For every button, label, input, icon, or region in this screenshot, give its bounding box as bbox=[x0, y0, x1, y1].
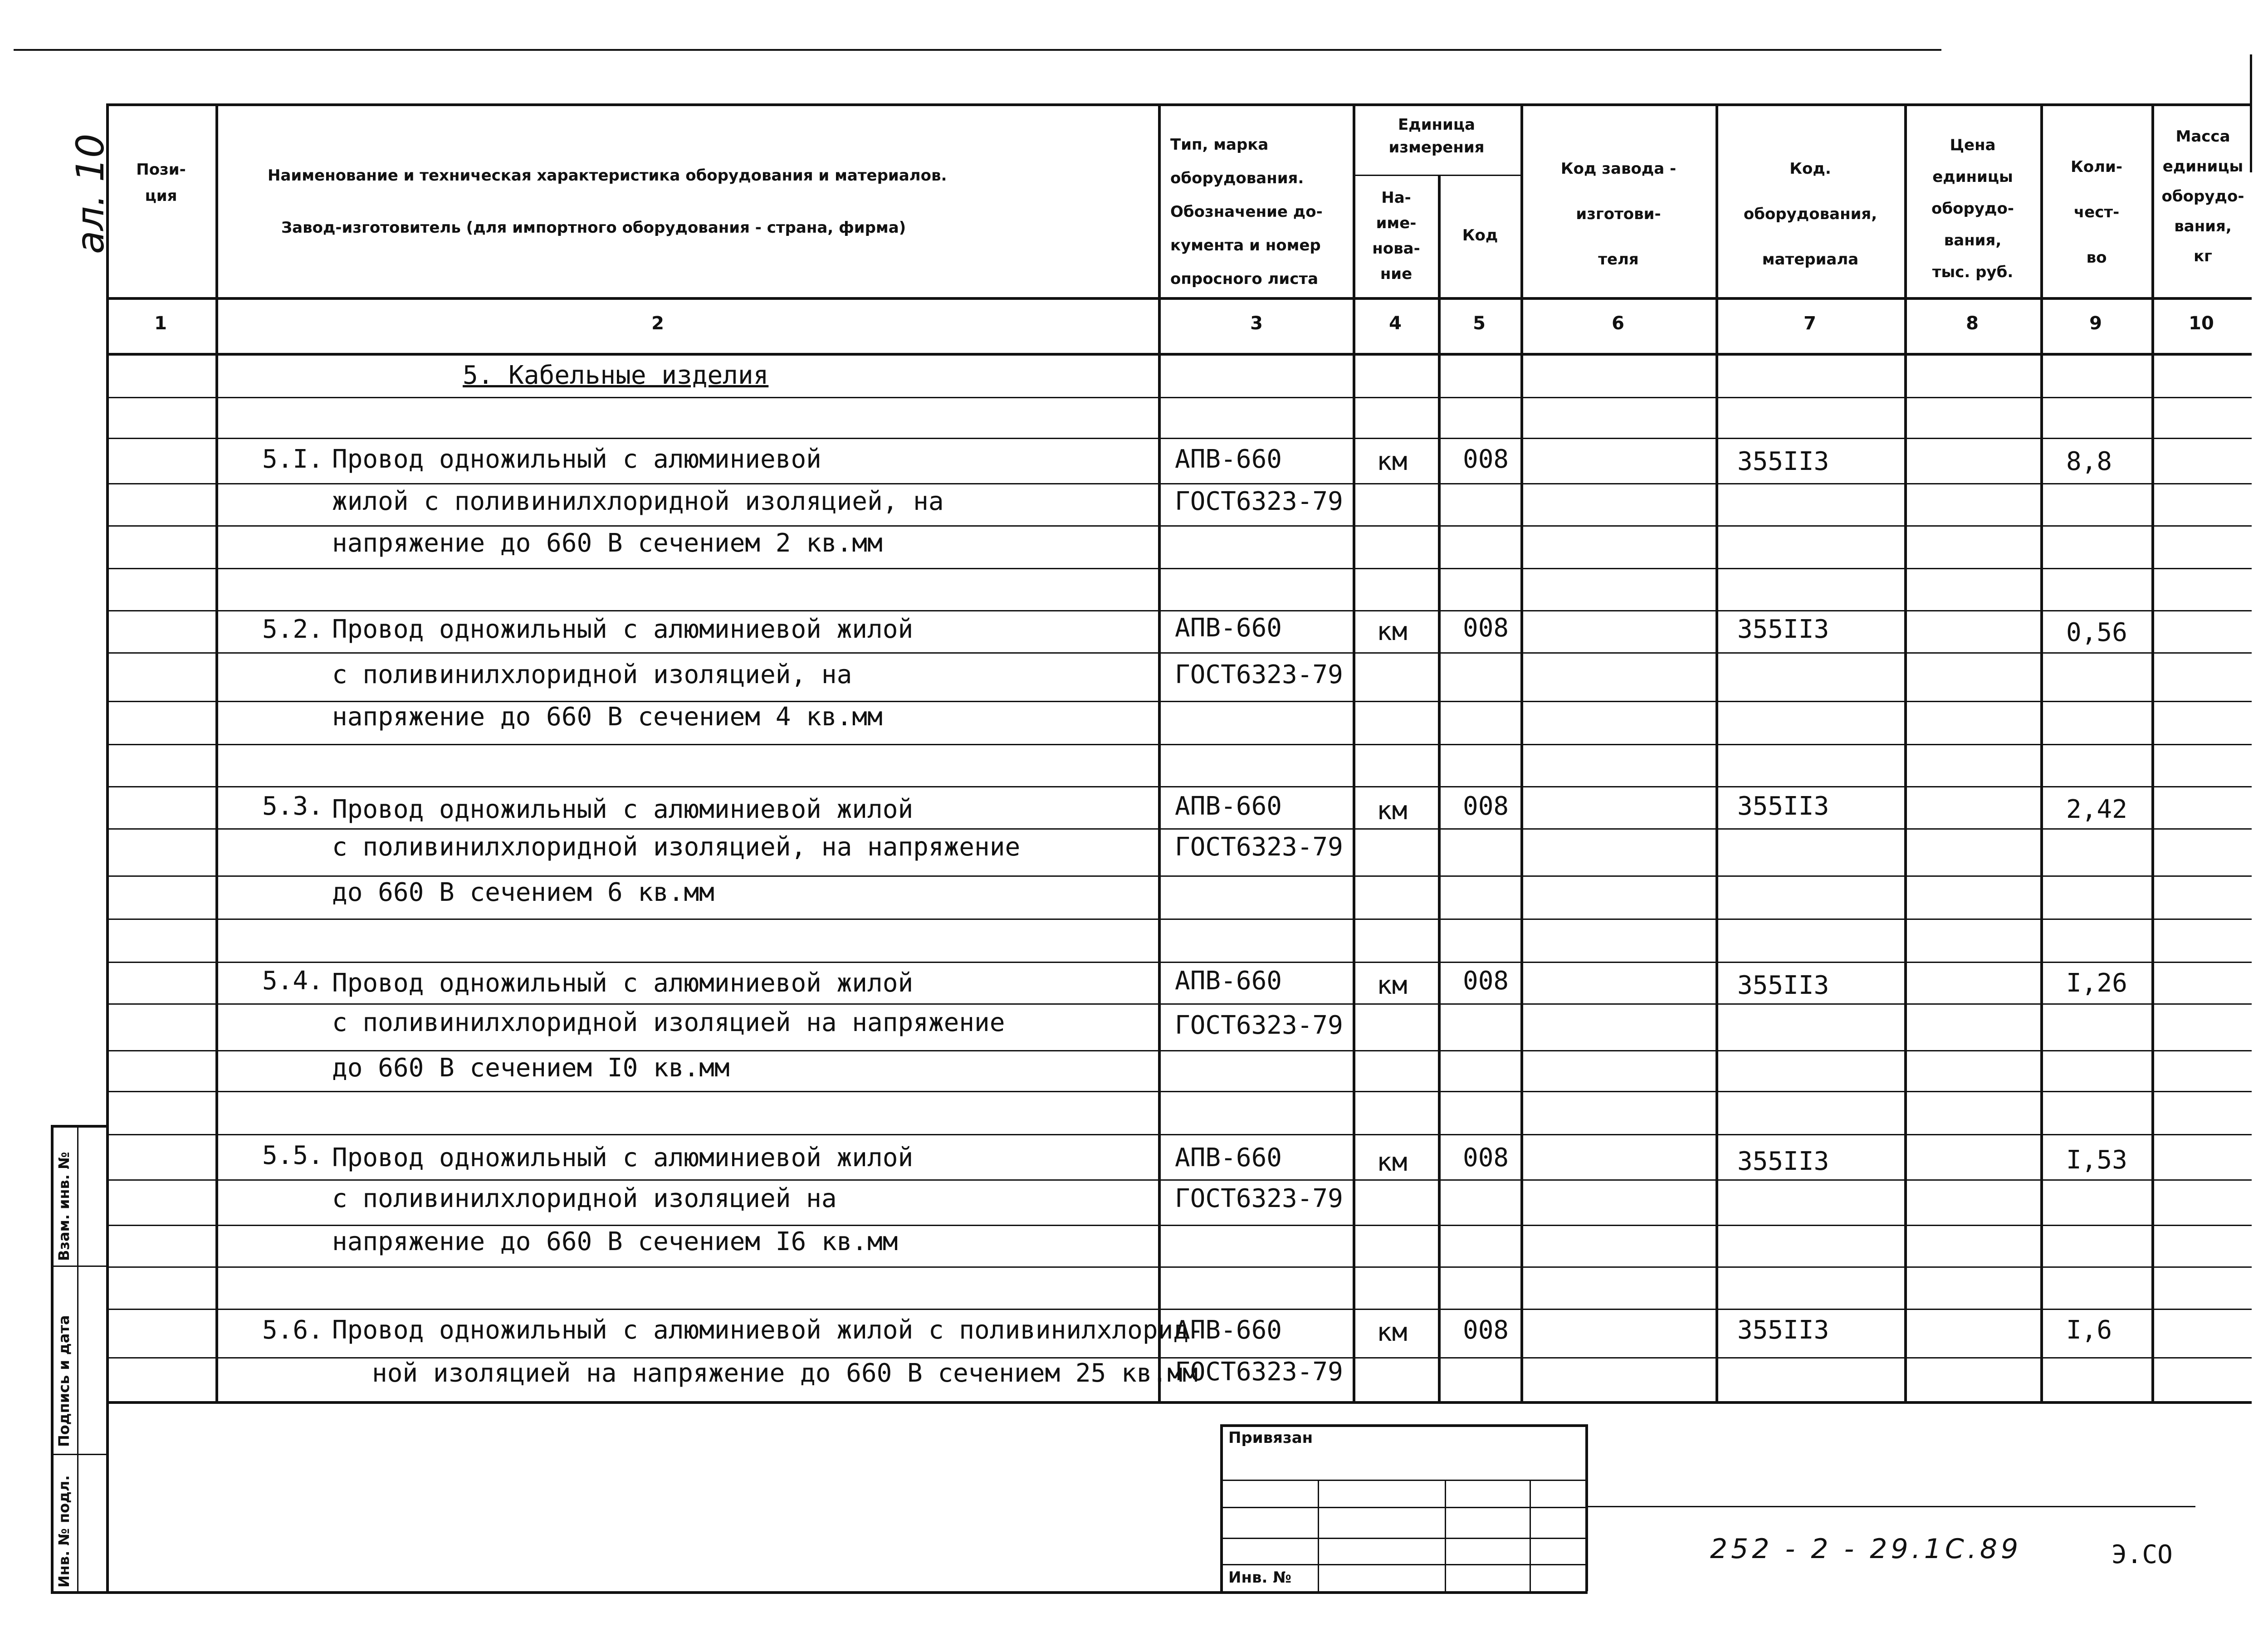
item-unit: км bbox=[1377, 1148, 1408, 1177]
item-quantity: 0,56 bbox=[2066, 618, 2127, 647]
item-type: АПВ-660 bbox=[1175, 1315, 1282, 1345]
item-position: 5.3. bbox=[262, 792, 323, 821]
item-description-line: с поливинилхлоридной изоляцией, на bbox=[332, 660, 852, 689]
item-code: 008 bbox=[1463, 613, 1509, 643]
header-col9: Коли- чест- во bbox=[2071, 158, 2122, 267]
column-number: 8 bbox=[1966, 313, 1979, 334]
item-document: ГОСТ6323-79 bbox=[1175, 1184, 1343, 1213]
item-description-line: жилой с поливинилхлоридной изоляцией, на bbox=[332, 487, 944, 516]
column-number: 3 bbox=[1250, 313, 1263, 334]
item-description-line: до 660 В сечением 6 кв.мм bbox=[332, 878, 714, 907]
item-description-line: до 660 В сечением I0 кв.мм bbox=[332, 1053, 730, 1083]
sheet-code: Э.СО bbox=[2112, 1540, 2173, 1569]
column-number: 2 bbox=[651, 313, 664, 334]
item-code: 008 bbox=[1463, 966, 1509, 996]
column-number: 4 bbox=[1389, 313, 1402, 334]
header-col3: Тип, марка оборудования. Обозначение до- кумента и номер опросного листа bbox=[1170, 136, 1323, 288]
item-quantity: 8,8 bbox=[2066, 447, 2112, 476]
item-document: ГОСТ6323-79 bbox=[1175, 832, 1343, 862]
item-description-line: Провод одножильный с алюминиевой жилой bbox=[332, 615, 914, 644]
item-position: 5.2. bbox=[262, 615, 323, 644]
document-number: 252 - 2 - 29.1C.89 bbox=[1710, 1533, 2022, 1565]
item-quantity: I,6 bbox=[2066, 1315, 2112, 1345]
item-type: АПВ-660 bbox=[1175, 966, 1282, 996]
item-code: 008 bbox=[1463, 792, 1509, 821]
item-position: 5.6. bbox=[262, 1315, 323, 1345]
item-material-code: 355II3 bbox=[1737, 792, 1829, 821]
item-description-line: с поливинилхлоридной изоляцией, на напряжение bbox=[332, 832, 1021, 862]
item-description-line: Провод одножильный с алюминиевой жилой bbox=[332, 1143, 914, 1173]
item-document: ГОСТ6323-79 bbox=[1175, 660, 1343, 689]
item-position: 5.I. bbox=[262, 445, 323, 474]
item-description-line: напряжение до 660 В сечением 2 кв.мм bbox=[332, 528, 883, 558]
item-description-line: с поливинилхлоридной изоляцией на bbox=[332, 1184, 837, 1213]
item-type: АПВ-660 bbox=[1175, 445, 1282, 474]
stamp-bound-label: Привязан bbox=[1228, 1429, 1313, 1447]
column-number: 7 bbox=[1804, 313, 1816, 334]
side-stamp-replacement-inv: Взам. инв. № bbox=[55, 1152, 73, 1261]
item-material-code: 355II3 bbox=[1737, 615, 1829, 644]
item-type: АПВ-660 bbox=[1175, 1143, 1282, 1173]
top-scan-line bbox=[14, 49, 1941, 51]
header-col2: Наименование и техническая характеристика оборудования и материалов. Завод-изготовитель (для импортного оборудования - страна, фирма) bbox=[268, 166, 947, 237]
column-number: 6 bbox=[1612, 313, 1624, 334]
header-col7: Код. оборудования, материала bbox=[1743, 160, 1877, 269]
item-document: ГОСТ6323-79 bbox=[1175, 1011, 1343, 1040]
item-unit: км bbox=[1377, 1318, 1408, 1347]
sheet-annotation: ал. 10 bbox=[68, 133, 112, 254]
item-quantity: I,26 bbox=[2066, 968, 2127, 998]
header-col1: Пози- ция bbox=[136, 161, 186, 205]
item-type: АПВ-660 bbox=[1175, 792, 1282, 821]
item-document: ГОСТ6323-79 bbox=[1175, 1357, 1343, 1387]
column-number: 5 bbox=[1473, 313, 1486, 334]
header-col4: На- име- нова- ние bbox=[1372, 189, 1420, 283]
side-stamp-original-inv: Инв. № подл. bbox=[55, 1475, 73, 1588]
stamp-inv-label: Инв. № bbox=[1228, 1569, 1292, 1587]
item-document: ГОСТ6323-79 bbox=[1175, 487, 1343, 516]
item-material-code: 355II3 bbox=[1737, 971, 1829, 1000]
item-position: 5.5. bbox=[262, 1141, 323, 1170]
column-number: 10 bbox=[2189, 313, 2214, 334]
item-unit: км bbox=[1377, 447, 1408, 476]
item-description-line: с поливинилхлоридной изоляцией на напряжение bbox=[332, 1008, 1005, 1037]
header-col10: Масса единицы оборудо- вания, кг bbox=[2161, 127, 2244, 265]
item-unit: км bbox=[1377, 617, 1408, 646]
column-number: 9 bbox=[2089, 313, 2102, 334]
header-unit-group: Единица измерения bbox=[1388, 116, 1485, 156]
header-col6: Код завода - изготови- теля bbox=[1560, 160, 1677, 269]
header-col8: Цена единицы оборудо- вания, тыс. руб. bbox=[1931, 136, 2014, 281]
item-description-line: Провод одножильный с алюминиевой жилой bbox=[332, 968, 914, 998]
item-position: 5.4. bbox=[262, 966, 323, 996]
item-description-line: ной изоляцией на напряжение до 660 В сечением 25 кв.мм bbox=[372, 1358, 1198, 1388]
item-material-code: 355II3 bbox=[1737, 447, 1829, 476]
item-description-line: Провод одножильный с алюминиевой жилой bbox=[332, 795, 914, 824]
item-code: 008 bbox=[1463, 1315, 1509, 1345]
item-code: 008 bbox=[1463, 445, 1509, 474]
section-title: 5. Кабельные изделия bbox=[463, 361, 769, 390]
header-col5: Код bbox=[1462, 226, 1498, 244]
item-code: 008 bbox=[1463, 1143, 1509, 1173]
item-material-code: 355II3 bbox=[1737, 1315, 1829, 1345]
item-quantity: I,53 bbox=[2066, 1145, 2127, 1175]
item-description-line: Провод одножильный с алюминиевой bbox=[332, 445, 821, 474]
item-quantity: 2,42 bbox=[2066, 795, 2127, 824]
item-description-line: напряжение до 660 В сечением I6 кв.мм bbox=[332, 1227, 898, 1256]
item-material-code: 355II3 bbox=[1737, 1147, 1829, 1176]
item-unit: км bbox=[1377, 796, 1408, 826]
item-unit: км bbox=[1377, 971, 1408, 1000]
item-description-line: напряжение до 660 В сечением 4 кв.мм bbox=[332, 702, 883, 732]
column-number: 1 bbox=[154, 313, 167, 334]
item-type: АПВ-660 bbox=[1175, 613, 1282, 643]
item-description-line: Провод одножильный с алюминиевой жилой с поливинилхлорид- bbox=[332, 1315, 1204, 1345]
side-stamp-signature-date: Подпись и дата bbox=[55, 1315, 73, 1447]
